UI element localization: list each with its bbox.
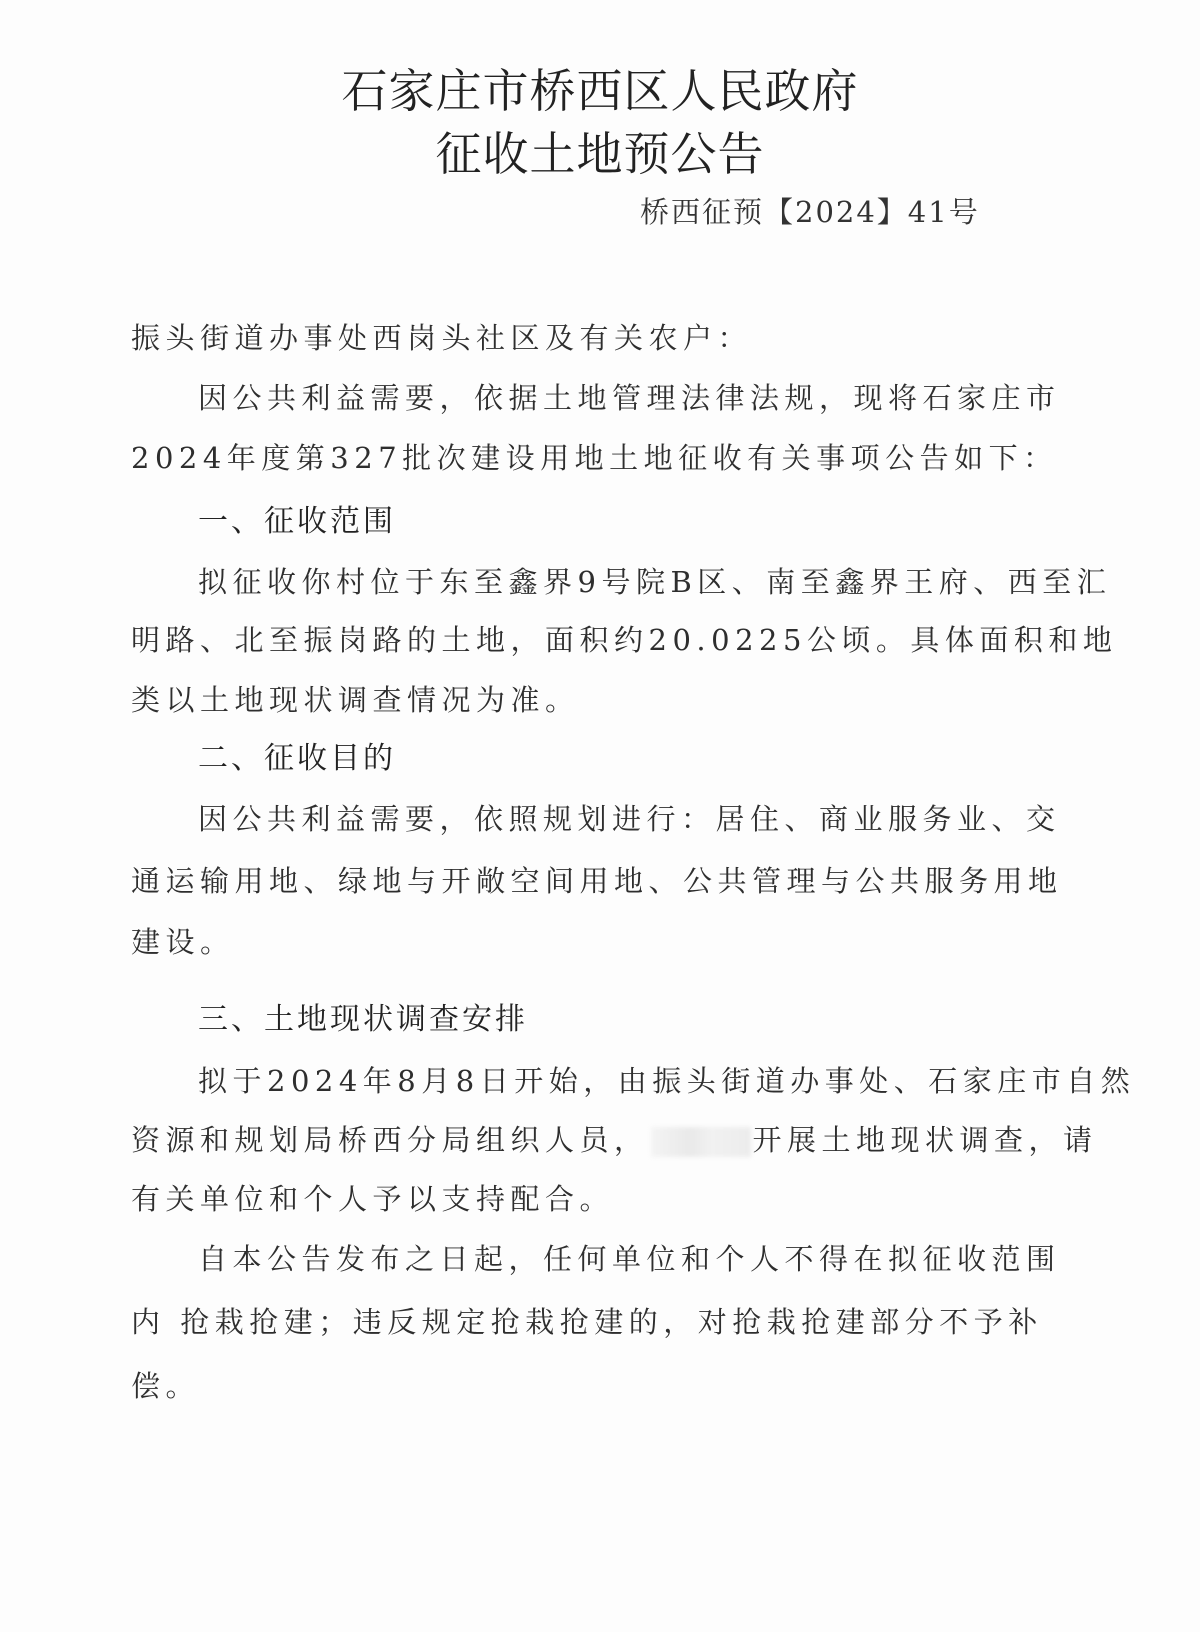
section2-line3: 建设。 [131,925,235,959]
section3-line3: 有关单位和个人予以支持配合。 [131,1182,615,1216]
section3-line2-part2: 开展土地现状调查，请 [752,1123,1098,1157]
notice-line1: 自本公告发布之日起，任何单位和个人不得在拟征收范围 [198,1242,1061,1276]
section1-heading: 一、征收范围 [198,504,396,539]
document-number: 桥西征预【2024】41号 [640,195,980,229]
addressee: 振头街道办事处西岗头社区及有关农户： [131,321,753,355]
section3-line2 [131,1120,1098,1160]
section3-line2-part1: 资源和规划局桥西分局组织人员， [131,1123,649,1157]
section3-line1: 拟于2024年8月8日开始，由振头街道办事处、石家庄市自然 [198,1064,1136,1098]
document-title-line1: 石家庄市桥西区人民政府 [341,64,859,118]
intro-line2: 2024年度第327批次建设用地土地征收有关事项公告如下： [131,441,1058,475]
notice-line3: 偿。 [131,1369,201,1403]
section3-heading: 三、土地现状调查安排 [198,1002,528,1037]
redacted-text-mask [651,1127,751,1157]
notice-line2: 内 抢栽抢建；违反规定抢栽抢建的，对抢栽抢建部分不予补 [131,1305,1043,1339]
section1-line3: 类以土地现状调查情况为准。 [131,683,580,717]
section2-line2: 通运输用地、绿地与开敞空间用地、公共管理与公共服务用地 [131,864,1063,898]
document-title-line2: 征收土地预公告 [435,127,765,181]
section1-line2: 明路、北至振岗路的土地，面积约20.0225公顷。具体面积和地 [131,623,1118,657]
intro-line1: 因公共利益需要，依据土地管理法律法规，现将石家庄市 [198,381,1061,415]
section2-line1: 因公共利益需要，依照规划进行：居住、商业服务业、交 [198,802,1061,836]
section2-heading: 二、征收目的 [198,741,396,776]
section1-line1: 拟征收你村位于东至鑫界9号院B区、南至鑫界王府、西至汇 [198,565,1112,599]
